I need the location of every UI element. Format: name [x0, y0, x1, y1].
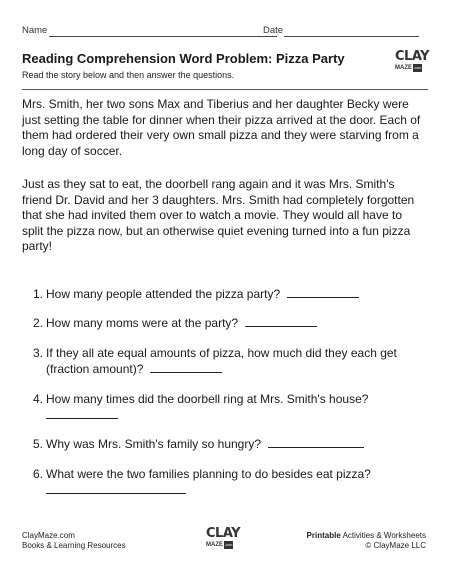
question-3 — [33, 345, 425, 377]
question-4 — [33, 391, 425, 423]
date-label: Date — [263, 25, 284, 36]
answer-3-blank[interactable] — [150, 362, 222, 373]
date-field[interactable] — [284, 36, 419, 37]
name-date-row — [22, 25, 422, 39]
footer-claymaze-logo — [206, 526, 241, 555]
question-2 — [33, 315, 425, 331]
answer-4-blank[interactable] — [46, 408, 118, 419]
footer-printable-line — [307, 531, 426, 541]
question-5 — [33, 436, 425, 452]
footer-printable: Printable — [306, 531, 341, 540]
logo-dotcom-text: .com — [413, 66, 422, 70]
worksheet-header — [22, 51, 428, 87]
header-divider — [22, 89, 428, 90]
question-6 — [33, 466, 425, 498]
question-3-label: If they all ate equal amounts of pizza, how much did they each get (fraction amount)? — [46, 346, 397, 376]
answer-5-blank[interactable] — [268, 437, 364, 448]
answer-1-blank[interactable] — [287, 287, 359, 298]
story-paragraph-2: Just as they sat to eat, the doorbell rang again and it was Mrs. Smith's friend Dr. David and her 3 daughters. Mrs. Smith had completely forgotten that she had invited them over to watch a movie. They would all have to split the pizza now, but an otherwise quiet evening turned into a fun pizza party! — [22, 177, 415, 254]
footer-logo-dotcom-text: .com — [224, 543, 233, 547]
question-4-label: How many times did the doorbell ring at Mrs. Smith's house? — [46, 392, 369, 406]
answer-6-blank[interactable] — [46, 483, 186, 494]
footer-right — [307, 531, 426, 551]
question-6-label: What were the two families planning to do besides eat pizza? — [46, 467, 371, 481]
question-5-label: Why was Mrs. Smith's family so hungry? — [46, 437, 262, 451]
footer-logo-maze-text: MAZE — [206, 542, 223, 548]
footer-activities: Activities & Worksheets — [342, 531, 426, 540]
name-field[interactable] — [49, 36, 277, 37]
question-1 — [33, 286, 425, 302]
footer-left — [22, 531, 126, 551]
worksheet-instructions: Read the story below and then answer the questions. — [22, 70, 235, 80]
question-4-number: 4. — [33, 392, 44, 406]
question-3-number: 3. — [33, 346, 44, 360]
logo-clay-text: CLAY — [395, 49, 430, 64]
claymaze-logo — [395, 49, 430, 78]
story-paragraph-1: Mrs. Smith, her two sons Max and Tiberius and her daughter Becky were just setting the table for dinner when their pizza arrived at the door. Each of them had ordered their very own small pizza and they were starving from a long day of soccer. — [22, 97, 421, 158]
question-1-number: 1. — [33, 287, 44, 301]
question-2-number: 2. — [33, 316, 44, 330]
logo-maze-text: MAZE — [395, 65, 412, 71]
worksheet-title: Reading Comprehension Word Problem: Pizza Party — [22, 51, 345, 66]
footer-tagline: Books & Learning Resources — [22, 541, 126, 550]
footer-site-link[interactable]: ClayMaze.com — [22, 531, 75, 540]
name-label: Name — [22, 25, 48, 36]
question-1-label: How many people attended the pizza party? — [46, 287, 281, 301]
question-5-number: 5. — [33, 437, 44, 451]
question-6-number: 6. — [33, 467, 44, 481]
question-2-label: How many moms were at the party? — [46, 316, 239, 330]
answer-2-blank[interactable] — [245, 316, 317, 327]
footer-logo-clay-text: CLAY — [206, 526, 241, 541]
footer-copyright: © ClayMaze LLC — [365, 541, 426, 550]
